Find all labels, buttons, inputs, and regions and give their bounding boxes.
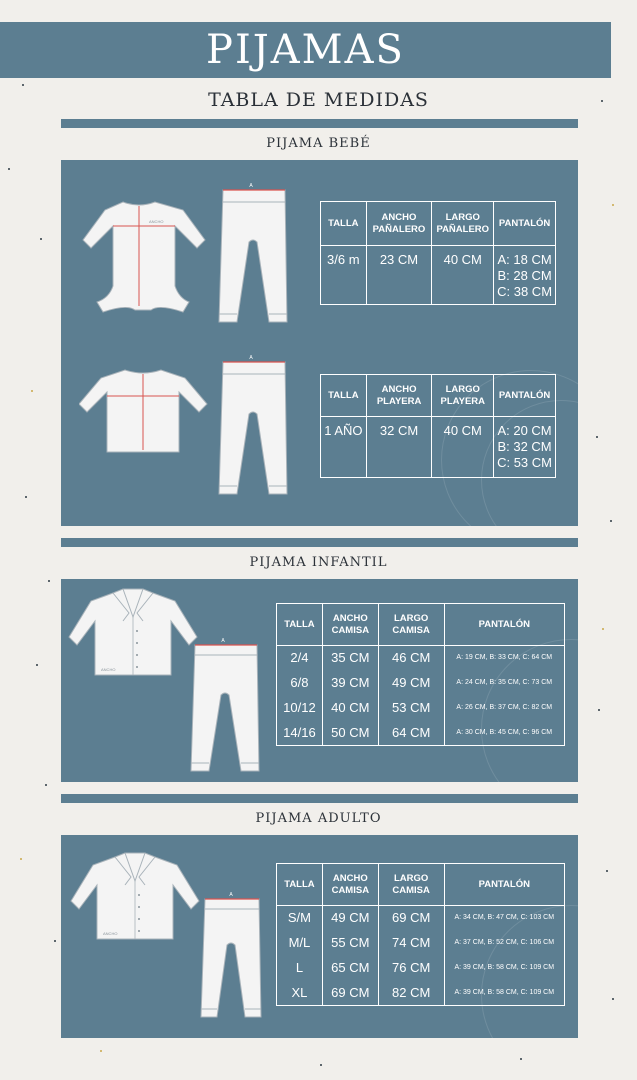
header-pantalon: PANTALÓN: [494, 375, 556, 417]
cell-pantalon: [494, 417, 556, 478]
header-ancho: ANCHO CAMISA: [322, 864, 378, 906]
svg-text:A: A: [221, 638, 225, 644]
table-row: [277, 980, 565, 1005]
cell-pantalon: A: 39 CM, B: 58 CM, C: 109 CM: [444, 955, 564, 980]
cell-largo: 40 CM: [432, 417, 494, 478]
cell-talla: 6/8: [277, 671, 323, 696]
cell-talla: S/M: [277, 906, 323, 931]
pants-icon: [199, 891, 263, 1023]
cell-ancho: 50 CM: [322, 720, 378, 745]
header-largo: LARGO CAMISA: [378, 864, 444, 906]
button-shirt-icon: [69, 851, 201, 941]
pantalon-b: B: 28 CM: [497, 268, 552, 283]
cell-ancho: 65 CM: [322, 955, 378, 980]
bodysuit-icon: [79, 194, 209, 316]
table-row: [277, 671, 565, 696]
cell-talla: 3/6 m: [321, 246, 367, 305]
table-row: [277, 695, 565, 720]
table-row: [277, 931, 565, 956]
cell-largo: 40 CM: [432, 246, 494, 305]
cell-largo: 82 CM: [378, 980, 444, 1005]
panel-bebe: [61, 160, 578, 526]
cell-largo: 74 CM: [378, 931, 444, 956]
header-pantalon: PANTALÓN: [444, 604, 564, 646]
cell-pantalon: A: 19 CM, B: 33 CM, C: 64 CM: [444, 646, 564, 671]
pantalon-a: A: 20 CM: [497, 423, 552, 438]
svg-text:A: A: [249, 183, 253, 189]
cell-talla: L: [277, 955, 323, 980]
button-shirt-icon: [67, 587, 199, 677]
header-talla: TALLA: [277, 604, 323, 646]
cell-ancho: 39 CM: [322, 671, 378, 696]
cell-ancho: 55 CM: [322, 931, 378, 956]
cell-ancho: 23 CM: [366, 246, 432, 305]
cell-pantalon: A: 37 CM, B: 52 CM, C: 106 CM: [444, 931, 564, 956]
size-table-bebe-2: [320, 374, 556, 478]
ancho-label: ANCHO: [149, 219, 164, 224]
section-title-bebe: PIJAMA BEBÉ: [266, 136, 371, 151]
cell-pantalon: A: 30 CM, B: 45 CM, C: 96 CM: [444, 720, 564, 745]
page-title: PIJAMAS: [206, 27, 405, 73]
header-ancho: ANCHO CAMISA: [322, 604, 378, 646]
cell-pantalon: A: 24 CM, B: 35 CM, C: 73 CM: [444, 671, 564, 696]
cell-ancho: 35 CM: [322, 646, 378, 671]
pants-icon: [217, 182, 289, 332]
cell-largo: 53 CM: [378, 695, 444, 720]
svg-text:A: A: [249, 355, 253, 361]
svg-text:ANCHO: ANCHO: [103, 931, 118, 936]
cell-talla: 14/16: [277, 720, 323, 745]
cell-pantalon: A: 39 CM, B: 58 CM, C: 109 CM: [444, 980, 564, 1005]
cell-ancho: 49 CM: [322, 906, 378, 931]
pantalon-b: B: 32 CM: [497, 439, 552, 454]
page-subtitle: TABLA DE MEDIDAS: [208, 89, 429, 111]
divider-bar: [61, 538, 578, 547]
header-pantalon: PANTALÓN: [494, 202, 556, 246]
size-table-adulto: [276, 863, 565, 1006]
cell-ancho: 69 CM: [322, 980, 378, 1005]
table-row: [277, 720, 565, 745]
size-table-bebe-1: [320, 201, 556, 305]
cell-largo: 46 CM: [378, 646, 444, 671]
header-ancho: ANCHO PLAYERA: [366, 375, 432, 417]
table-row: [277, 906, 565, 931]
header-ancho: ANCHO PAÑALERO: [366, 202, 432, 246]
cell-pantalon: A: 34 CM, B: 47 CM, C: 103 CM: [444, 906, 564, 931]
panel-infantil: [61, 579, 578, 782]
cell-largo: 69 CM: [378, 906, 444, 931]
cell-largo: 76 CM: [378, 955, 444, 980]
cell-pantalon: [494, 246, 556, 305]
cell-talla: 2/4: [277, 646, 323, 671]
header-largo: LARGO CAMISA: [378, 604, 444, 646]
pantalon-a: A: 18 CM: [497, 252, 552, 267]
header-talla: TALLA: [321, 375, 367, 417]
header-largo: LARGO PAÑALERO: [432, 202, 494, 246]
cell-talla: XL: [277, 980, 323, 1005]
pantalon-c: C: 53 CM: [497, 455, 552, 470]
divider-bar: [61, 119, 578, 128]
header-talla: TALLA: [277, 864, 323, 906]
header-pantalon: PANTALÓN: [444, 864, 564, 906]
divider-bar: [61, 794, 578, 803]
pantalon-c: C: 38 CM: [497, 284, 553, 299]
svg-text:A: A: [229, 892, 233, 898]
table-row: [277, 646, 565, 671]
cell-talla: M/L: [277, 931, 323, 956]
cell-ancho: 32 CM: [366, 417, 432, 478]
section-title-infantil: PIJAMA INFANTIL: [249, 555, 388, 570]
pants-icon: [189, 637, 261, 779]
section-title-adulto: PIJAMA ADULTO: [255, 811, 382, 826]
cell-largo: 64 CM: [378, 720, 444, 745]
size-table-infantil: [276, 603, 565, 746]
cell-pantalon: A: 26 CM, B: 37 CM, C: 82 CM: [444, 695, 564, 720]
pants-icon: [217, 354, 289, 504]
table-row: [277, 955, 565, 980]
header-banner: [0, 22, 611, 78]
panel-adulto: [61, 835, 578, 1038]
shirt-icon: [79, 364, 209, 454]
cell-ancho: 40 CM: [322, 695, 378, 720]
cell-talla: 1 AÑO: [321, 417, 367, 478]
header-talla: TALLA: [321, 202, 367, 246]
cell-largo: 49 CM: [378, 671, 444, 696]
svg-text:ANCHO: ANCHO: [101, 667, 116, 672]
header-largo: LARGO PLAYERA: [432, 375, 494, 417]
cell-talla: 10/12: [277, 695, 323, 720]
